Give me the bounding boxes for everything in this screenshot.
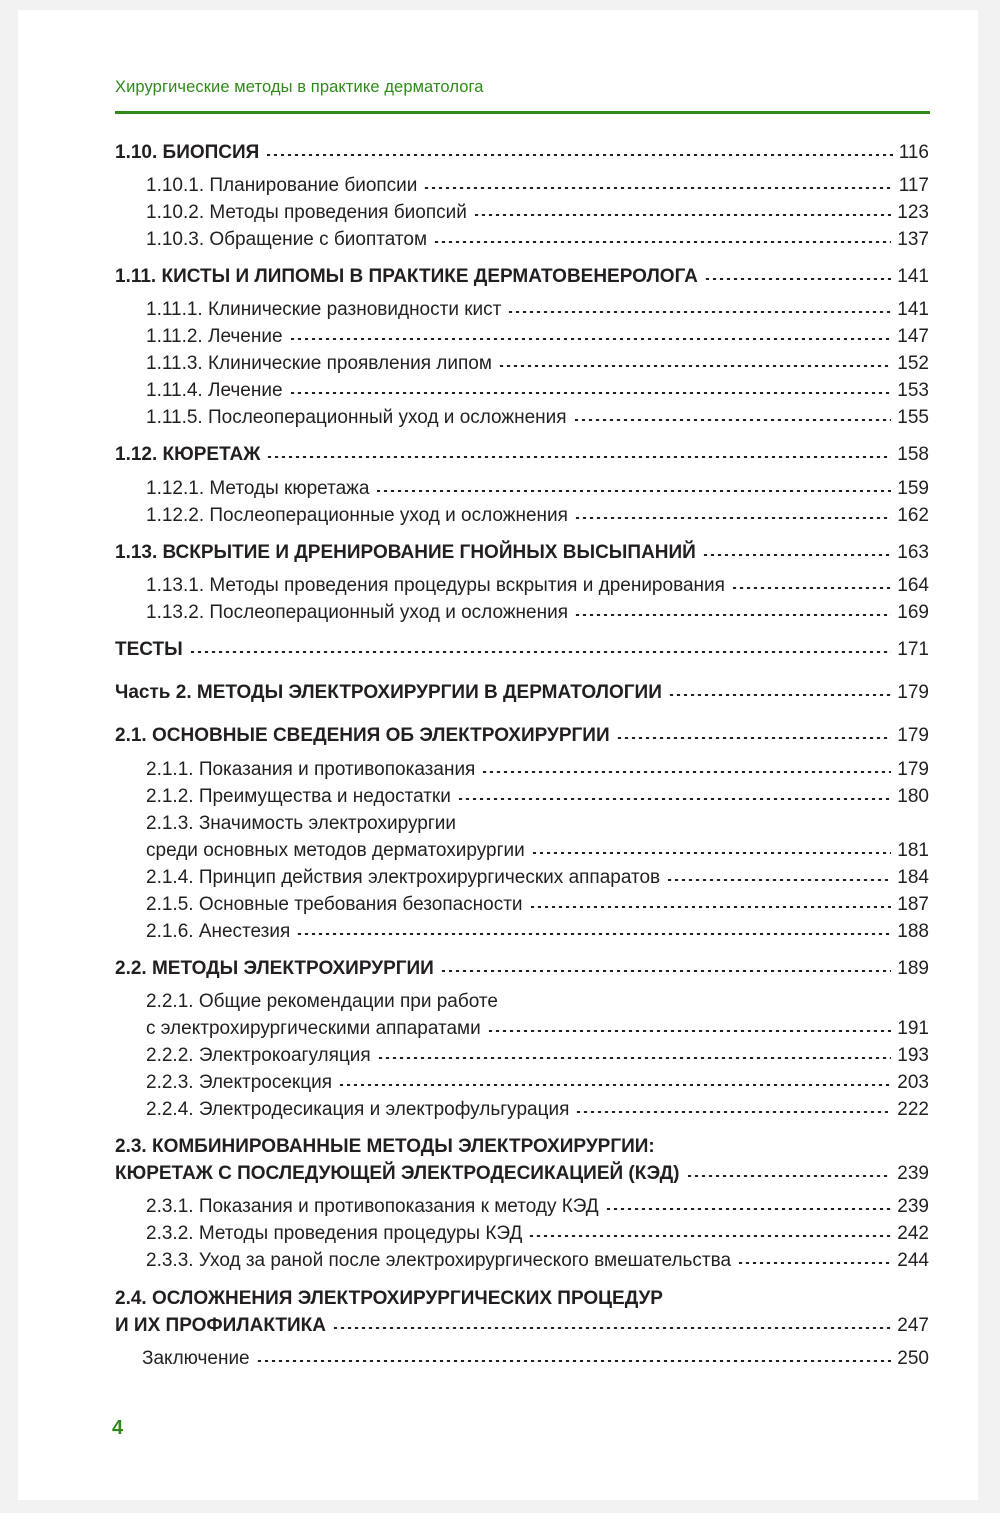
header-rule: [115, 111, 930, 114]
toc-entry[interactable]: 2.1.6. Анестезия 188: [146, 921, 929, 942]
toc-entry[interactable]: ТЕСТЫ 171: [115, 639, 929, 660]
toc-entry[interactable]: 2.3.1. Показания и противопоказания к методу КЭД 239: [146, 1196, 929, 1217]
toc-entry[interactable]: 2.2.3. Электросекция 203: [146, 1072, 929, 1093]
toc-entry[interactable]: 1.11.4. Лечение 153: [146, 380, 929, 401]
toc-entry[interactable]: 1.12.1. Методы кюретажа 159: [146, 478, 929, 499]
toc-entry[interactable]: 1.12.2. Послеоперационные уход и осложнения 162: [146, 505, 929, 526]
toc-entry[interactable]: 2.2. МЕТОДЫ ЭЛЕКТРОХИРУРГИИ 189: [115, 958, 929, 979]
toc-entry[interactable]: Заключение 250: [142, 1348, 929, 1369]
toc-entry[interactable]: с электрохирургическими аппаратами 191: [146, 1018, 929, 1039]
toc-entry[interactable]: 1.10.3. Обращение с биоптатом 137: [146, 229, 929, 250]
running-head: Хирургические методы в практике дерматолога: [115, 78, 484, 96]
toc-entry[interactable]: 2.1.4. Принцип действия электрохирургических аппаратов 184: [146, 867, 929, 888]
toc-entry[interactable]: 1.10.2. Методы проведения биопсий 123: [146, 202, 929, 223]
toc-entry[interactable]: Часть 2. МЕТОДЫ ЭЛЕКТРОХИРУРГИИ В ДЕРМАТОЛОГИИ 179: [115, 682, 929, 703]
toc-entry[interactable]: 1.13.2. Послеоперационный уход и осложнения 169: [146, 602, 929, 623]
toc-entry[interactable]: 1.11.1. Клинические разновидности кист 141: [146, 299, 929, 320]
toc-entry[interactable]: 2.1. ОСНОВНЫЕ СВЕДЕНИЯ ОБ ЭЛЕКТРОХИРУРГИИ 179: [115, 725, 929, 746]
toc-entry[interactable]: 2.1.1. Показания и противопоказания 179: [146, 759, 929, 780]
toc-entry[interactable]: 1.11.2. Лечение 147: [146, 326, 929, 347]
toc-entry[interactable]: среди основных методов дерматохирургии 181: [146, 840, 929, 861]
toc-entry-title[interactable]: 2.4. ОСЛОЖНЕНИЯ ЭЛЕКТРОХИРУРГИЧЕСКИХ ПРОЦЕДУР: [115, 1288, 663, 1309]
toc-entry[interactable]: 2.2.2. Электрокоагуляция 193: [146, 1045, 929, 1066]
toc-entry[interactable]: 1.11. КИСТЫ И ЛИПОМЫ В ПРАКТИКЕ ДЕРМАТОВЕНЕРОЛОГА 141: [115, 266, 929, 287]
toc-entry[interactable]: И ИХ ПРОФИЛАКТИКА 247: [115, 1315, 929, 1336]
toc-entry[interactable]: 1.13.1. Методы проведения процедуры вскрытия и дренирования 164: [146, 575, 929, 596]
toc-entry[interactable]: 2.3.3. Уход за раной после электрохирургического вмешательства 244: [146, 1250, 929, 1271]
toc-entry[interactable]: 2.3.2. Методы проведения процедуры КЭД 242: [146, 1223, 929, 1244]
toc-entry[interactable]: КЮРЕТАЖ С ПОСЛЕДУЮЩЕЙ ЭЛЕКТРОДЕСИКАЦИЕЙ (КЭД) 239: [115, 1163, 929, 1184]
toc-entry-title[interactable]: 2.2.1. Общие рекомендации при работе: [146, 991, 498, 1012]
toc-entry[interactable]: 2.2.4. Электродесикация и электрофульгурация 222: [146, 1099, 929, 1120]
page-number: 4: [112, 1417, 124, 1439]
toc-entry[interactable]: 2.1.5. Основные требования безопасности 187: [146, 894, 929, 915]
toc-entry[interactable]: 2.1.2. Преимущества и недостатки 180: [146, 786, 929, 807]
toc-entry-title[interactable]: 2.1.3. Значимость электрохирургии: [146, 813, 457, 834]
toc-entry[interactable]: 1.12. КЮРЕТАЖ 158: [115, 444, 929, 465]
toc-entry[interactable]: 1.10.1. Планирование биопсии 117: [146, 175, 929, 196]
toc-entry[interactable]: 1.13. ВСКРЫТИЕ И ДРЕНИРОВАНИЕ ГНОЙНЫХ ВЫСЫПАНИЙ 163: [115, 542, 929, 563]
toc-entry[interactable]: 1.11.5. Послеоперационный уход и осложнения 155: [146, 407, 929, 428]
toc-entry[interactable]: 1.11.3. Клинические проявления липом 152: [146, 353, 929, 374]
toc-entry-title[interactable]: 2.3. КОМБИНИРОВАННЫЕ МЕТОДЫ ЭЛЕКТРОХИРУРГИИ:: [115, 1136, 655, 1157]
toc-entry[interactable]: 1.10. БИОПСИЯ 116: [115, 142, 929, 163]
